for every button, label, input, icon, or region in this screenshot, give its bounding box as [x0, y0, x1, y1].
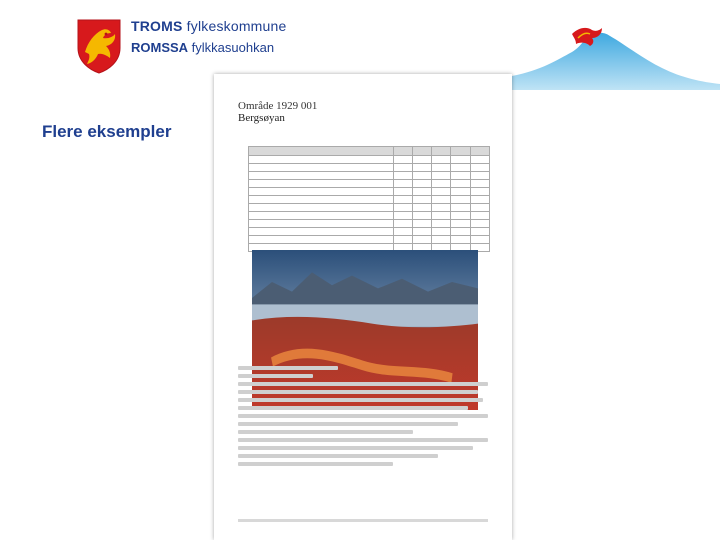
document-text-block — [238, 362, 488, 466]
document-table — [248, 146, 490, 252]
document-title: Område 1929 001 — [238, 100, 318, 112]
troms-crest-icon — [76, 18, 122, 74]
mountain-banner-image — [512, 24, 720, 90]
slide-title: Flere eksempler — [42, 122, 172, 141]
document-footer — [238, 519, 488, 522]
brand-name-secondary: ROMSSA fylkkasuohkan — [131, 40, 275, 55]
brand-name-primary: TROMS fylkeskommune — [131, 18, 287, 34]
document-subtitle: Bergsøyan — [238, 112, 285, 124]
document-preview — [214, 74, 512, 540]
